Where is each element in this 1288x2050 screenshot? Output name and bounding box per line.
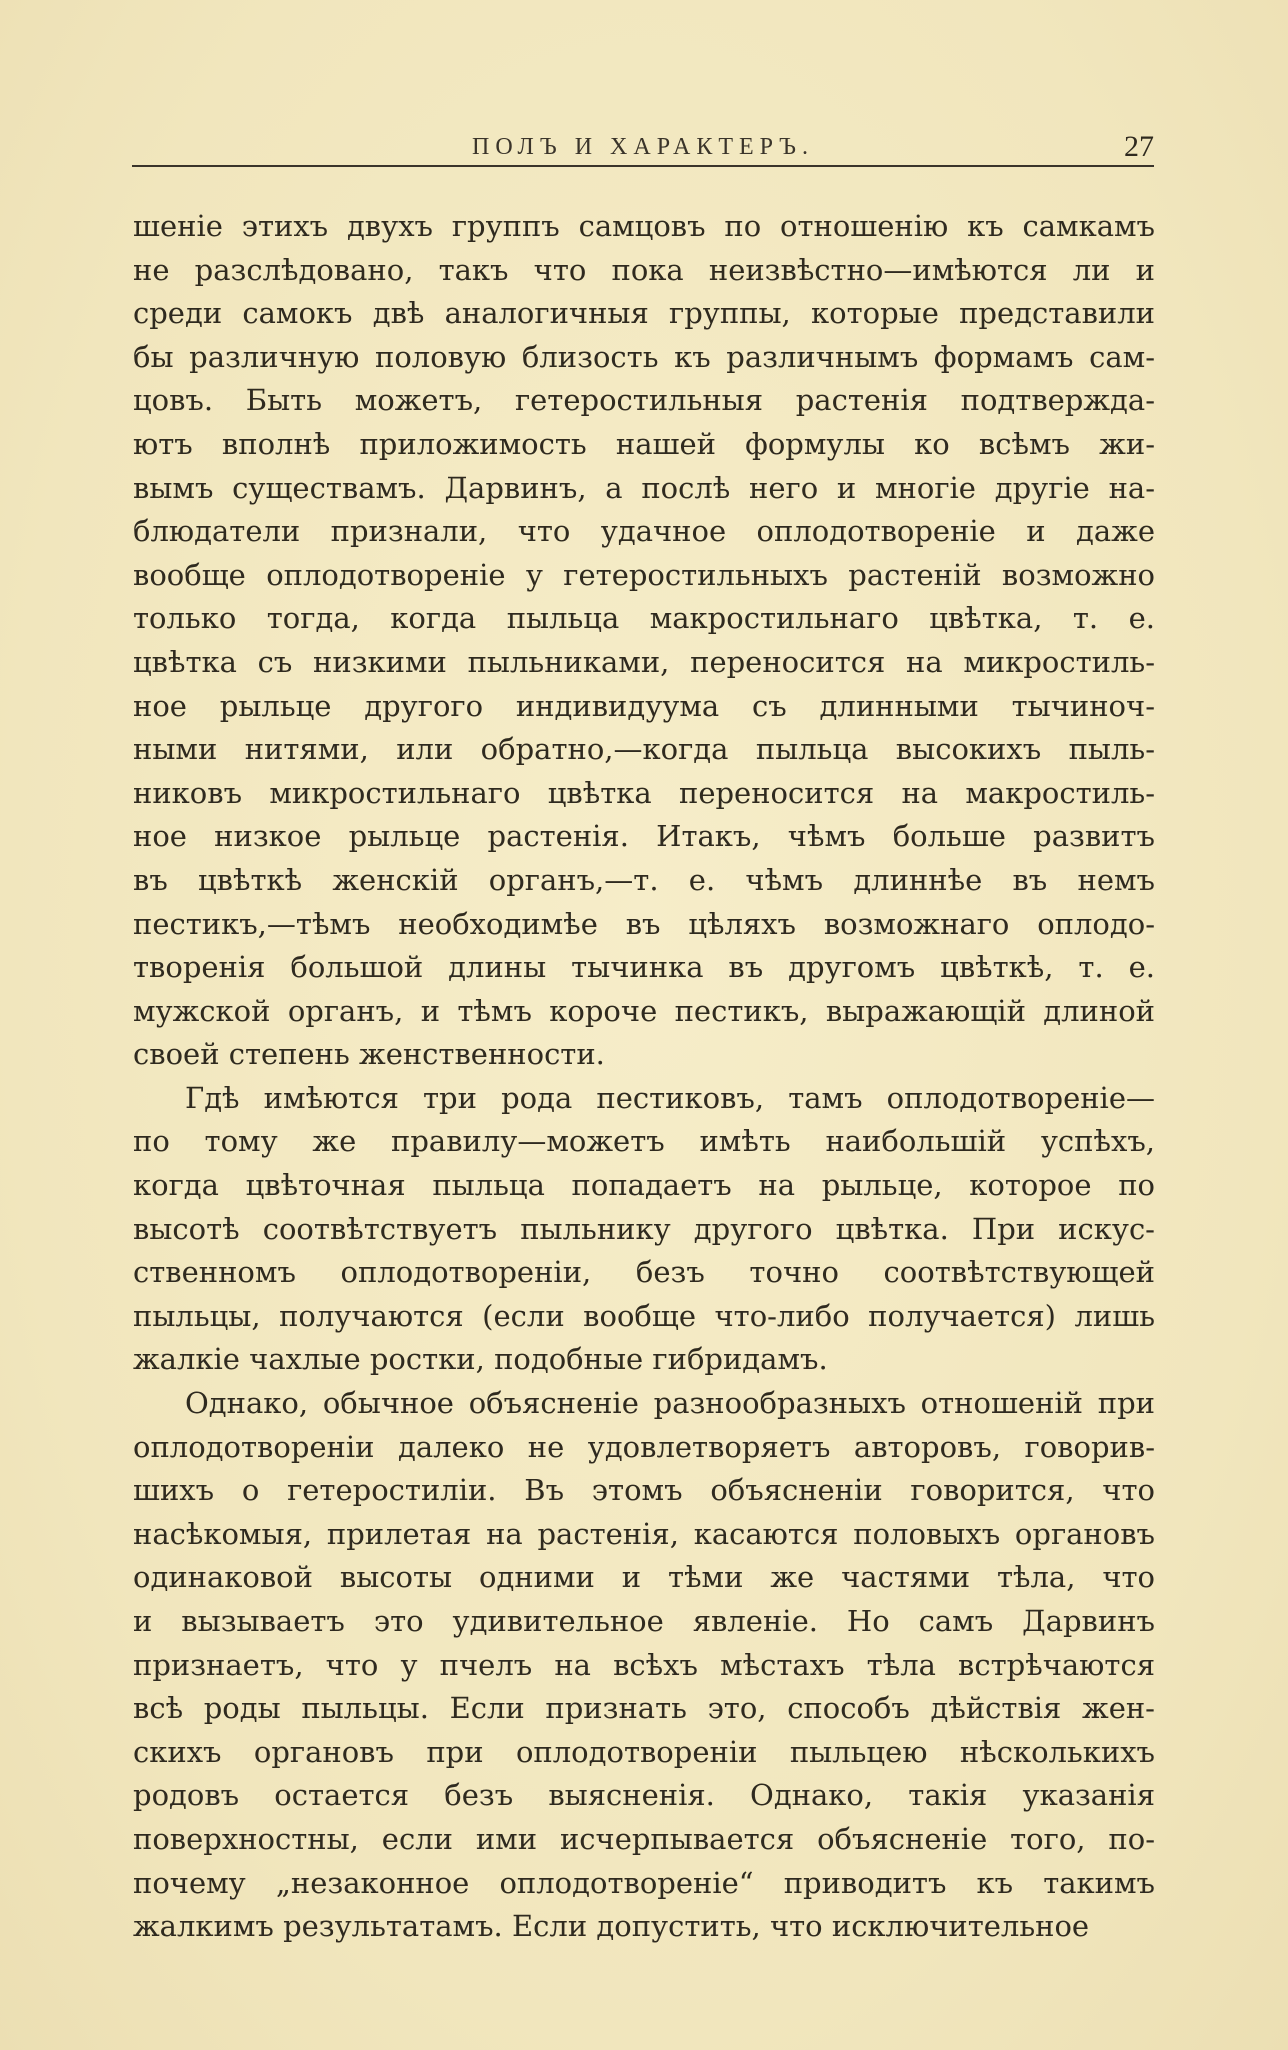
text-line: по тому же правилу—можетъ имѣть наибольшій успѣхъ, [133,1124,1155,1159]
text-line: скихъ органовъ при оплодотвореніи пыльцею нѣсколькихъ [133,1734,1155,1769]
text-line: почему „незаконное оплодотвореніе“ приводитъ къ такимъ [133,1865,1155,1900]
text-line: блюдатели признали, что удачное оплодотвореніе и даже [133,514,1155,549]
text-line: поверхностны, если ими исчерпывается объясненіе того, по- [133,1821,1155,1856]
text-line: всѣ роды пыльцы. Если признать это, способъ дѣйствія жен- [133,1691,1155,1726]
running-head [132,130,1154,166]
text-line: въ цвѣткѣ женскій органъ,—т. е. чѣмъ длиннѣе въ немъ [133,862,1155,897]
text-line: ственномъ оплодотвореніи, безъ точно соотвѣтствующей [133,1255,1155,1290]
page-number: 27 [1124,130,1154,163]
text-line: пыльцы, получаются (если вообще что-либо получается) лишь [133,1298,1155,1333]
body-text [133,205,1155,1949]
text-line: своей степень женственности. [133,1037,605,1072]
text-line: шихъ о гетеростиліи. Въ этомъ объясненіи говорится, что [133,1473,1155,1508]
text-line: и вызываетъ это удивительное явленіе. Но самъ Дарвинъ [133,1604,1155,1638]
text-line: вымъ существамъ. Дарвинъ, а послѣ него и многіе другіе на- [133,470,1155,505]
text-line: когда цвѣточная пыльца попадаетъ на рыльце, которое по [133,1168,1155,1203]
text-line: жалкимъ результатамъ. Если допустить, что исключительное [133,1909,1090,1944]
text-line: ными нитями, или обратно,—когда пыльца высокихъ пыль- [133,732,1155,767]
text-line: Однако, обычное объясненіе разнообразныхъ отношеній при [185,1386,1155,1421]
text-line: одинаковой высоты одними и тѣми же частями тѣла, что [133,1560,1155,1595]
text-line: пестикъ,—тѣмъ необходимѣе въ цѣляхъ возможнаго оплодо- [133,906,1155,941]
text-line: бы различную половую близость къ различнымъ формамъ сам- [133,339,1155,374]
header-rule [132,165,1154,167]
text-line: среди самокъ двѣ аналогичныя группы, которые представили [133,296,1155,331]
text-line: вообще оплодотвореніе у гетеростильныхъ растеній возможно [133,557,1155,592]
text-line: цвѣтка съ низкими пыльниками, переносится на микростиль- [133,644,1155,679]
text-line: мужской органъ, и тѣмъ короче пестикъ, выражающій длиной [133,993,1155,1028]
text-line: признаетъ, что у пчелъ на всѣхъ мѣстахъ тѣла встрѣчаются [133,1647,1155,1682]
text-line: ютъ вполнѣ приложимость нашей формулы ко всѣмъ жи- [133,426,1155,461]
text-line: цовъ. Быть можетъ, гетеростильныя растенія подтвержда- [133,383,1155,418]
running-title: ПОЛЪ И ХАРАКТЕРЪ. [472,134,814,160]
text-line: ное низкое рыльце растенія. Итакъ, чѣмъ больше развитъ [133,819,1155,854]
text-line: родовъ остается безъ выясненія. Однако, такія указанія [133,1778,1155,1813]
text-line: оплодотвореніи далеко не удовлетворяетъ авторовъ, говорив- [133,1429,1155,1464]
text-line: только тогда, когда пыльца макростильнаго цвѣтка, т. е. [133,601,1155,636]
text-line: жалкіе чахлые ростки, подобные гибридамъ. [133,1342,828,1377]
text-line: никовъ микростильнаго цвѣтка переносится на макростиль- [133,775,1155,810]
text-line: ное рыльце другого индивидуума съ длинными тычиноч- [133,688,1155,723]
text-line: не разслѣдовано, такъ что пока неизвѣстно—имѣются ли и [133,252,1155,287]
text-line: шеніе этихъ двухъ группъ самцовъ по отношенію къ самкамъ [133,209,1155,243]
text-line: высотѣ соотвѣтствуетъ пыльнику другого цвѣтка. При искус- [133,1211,1155,1246]
text-line: насѣкомыя, прилетая на растенія, касаются половыхъ органовъ [133,1516,1155,1551]
text-line: творенія большой длины тычинка въ другомъ цвѣткѣ, т. е. [133,950,1155,985]
text-line: Гдѣ имѣются три рода пестиковъ, тамъ оплодотвореніе— [185,1080,1155,1115]
